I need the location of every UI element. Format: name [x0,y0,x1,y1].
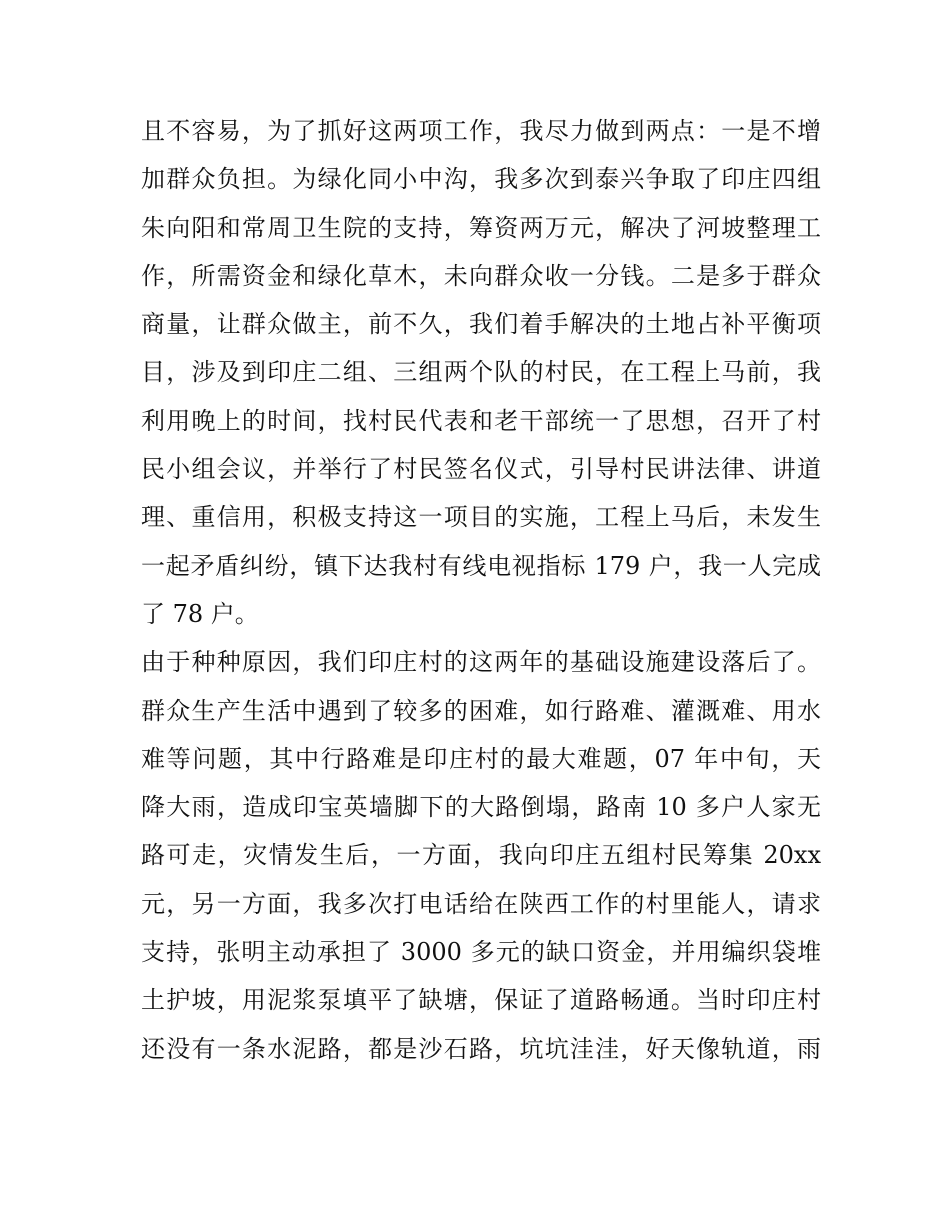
text-line: 元，另一方面，我多次打电话给在陕西工作的村里能人，请求 [141,889,821,918]
text-line: 利用晚上的时间，找村民代表和老干部统一了思想，召开了村 [141,406,821,435]
text-line: 理、重信用，积极支持这一项目的实施，工程上马后，未发生 [141,503,821,532]
text-line: 一起矛盾纠纷，镇下达我村有线电视指标 179 户，我一人完成 [141,551,821,580]
text-line: 土护坡，用泥浆泵填平了缺塘，保证了道路畅通。当时印庄村 [141,986,821,1015]
text-line: 还没有一条水泥路，都是沙石路，坑坑洼洼，好天像轨道，雨 [141,1034,821,1063]
text-line: 商量，让群众做主，前不久，我们着手解决的土地占补平衡项 [141,310,821,339]
text-line: 朱向阳和常周卫生院的支持，筹资两万元，解决了河坡整理工 [141,213,821,242]
text-line: 群众生产生活中遇到了较多的困难，如行路难、灌溉难、用水 [141,696,821,725]
text-line: 支持，张明主动承担了 3000 多元的缺口资金，并用编织袋堆 [141,938,821,967]
text-line: 难等问题，其中行路难是印庄村的最大难题，07 年中旬，天 [141,744,821,773]
body-text [141,107,821,1073]
text-line: 降大雨，造成印宝英墙脚下的大路倒塌，路南 10 多户人家无 [141,793,821,822]
text-line: 加群众负担。为绿化同小中沟，我多次到泰兴争取了印庄四组 [141,165,821,194]
text-line: 且不容易，为了抓好这两项工作，我尽力做到两点：一是不增 [141,117,821,145]
text-line: 由于种种原因，我们印庄村的这两年的基础设施建设落后了。 [141,648,821,677]
text-line: 了 78 户。 [141,599,259,628]
text-line: 民小组会议，并举行了村民签名仪式，引导村民讲法律、讲道 [141,455,821,484]
text-line: 目，涉及到印庄二组、三组两个队的村民，在工程上马前，我 [141,358,821,387]
text-line: 路可走，灾情发生后，一方面，我向印庄五组村民筹集 20xx [141,841,821,870]
text-line: 作，所需资金和绿化草木，未向群众收一分钱。二是多于群众 [141,261,821,290]
